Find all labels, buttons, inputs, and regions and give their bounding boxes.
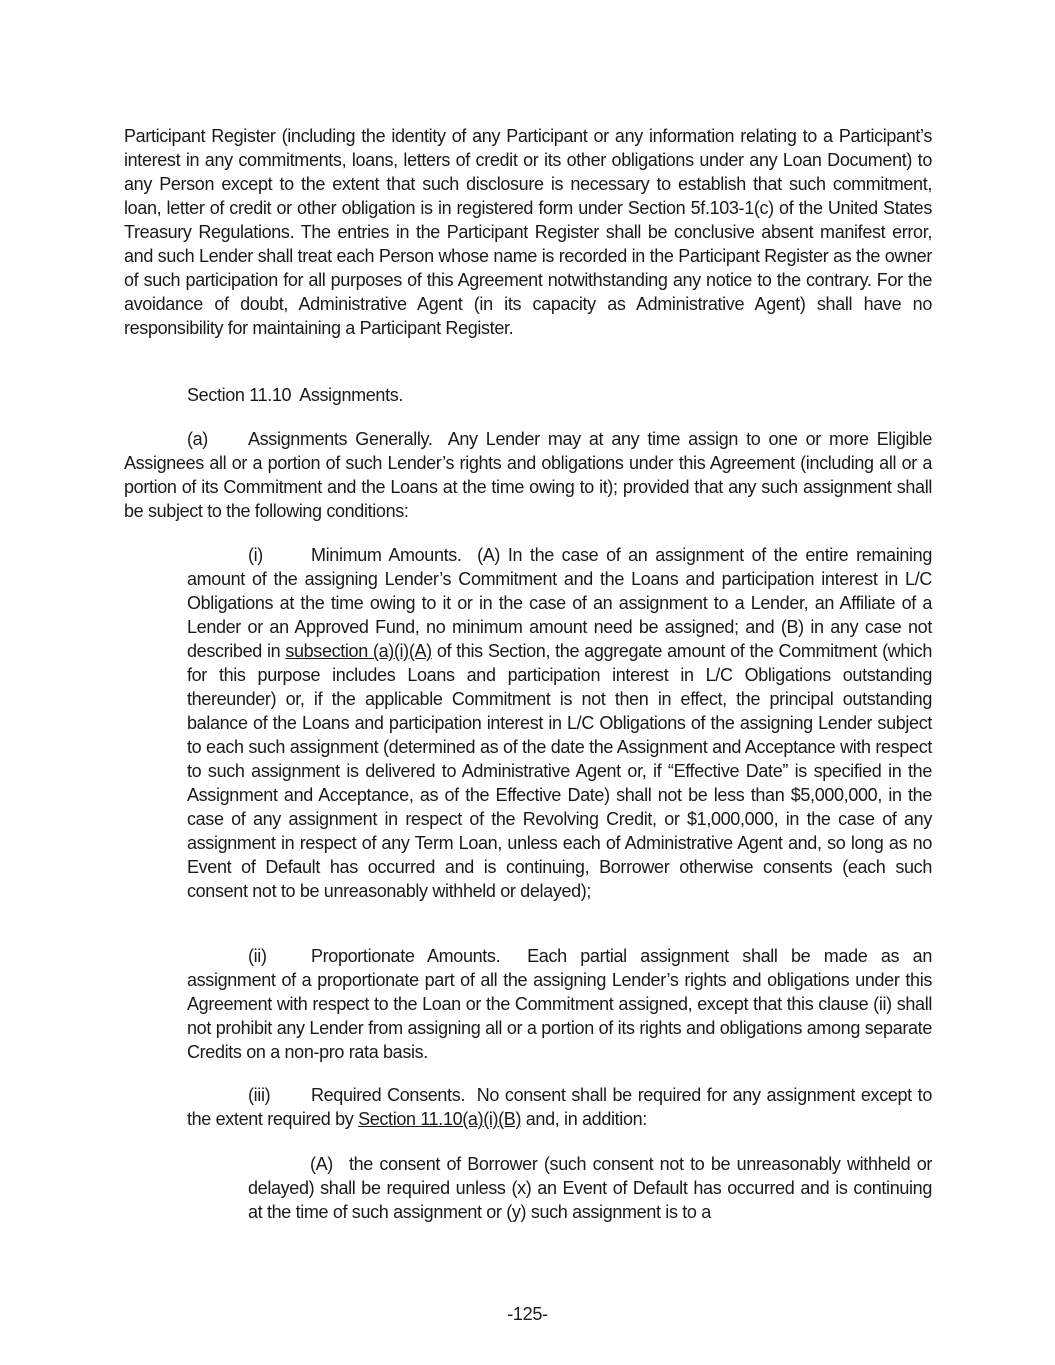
clause-iii-text-after: and, in addition: (525, 1109, 647, 1129)
clause-A (248, 1152, 932, 1224)
clause-iii-label: (iii) (248, 1085, 271, 1105)
clause-ii (187, 944, 932, 1064)
section-number: Section 11.10 (187, 385, 292, 405)
clause-iii-heading: Required Consents. (311, 1085, 466, 1105)
clause-ii-text: Each partial assignment shall be made as an assignment of a proportionate part of all the assigning Lender’s rights and obligations under this Agreement with respect to the Loan or the Commitment assigned, except that this clause (ii) shall not prohibit any Lender from assigning all or a portion of its rights and obligations among separate Credits on a non-pro rata basis. (187, 946, 932, 1062)
page-number: -125- (507, 1304, 548, 1324)
clause-i-text-before: (A) In the case of an assignment of the entire remaining amount of the assigning Lender’s Commitment and the Loans and participation interest in L/C Obligations at the time owing to it or in the case of an assignment to a Lender, an Affiliate of a Lender or an Approved Fund, no minimum amount need be assigned; and (B) in any case not described in (187, 545, 932, 661)
clause-a-text: Any Lender may at any time assign to one or more Eligible Assignees all or a portion of such Lender’s rights and obligations under this Agreement (including all or a portion of its Commitment and the Loans at the time owing to it); provided that any such assignment shall be subject to the following conditions: (124, 429, 932, 521)
clause-ii-heading: Proportionate Amounts. (311, 946, 501, 966)
continued-paragraph: Participant Register (including the identity of any Participant or any information relating to a Participant’s interest in any commitments, loans, letters of credit or its other obligations under any Loan Document) to any Person except to the extent that such disclosure is necessary to establish that such commitment, loan, letter of credit or other obligation is in registered form under Section 5f.103-1(c) of the United States Treasury Regulations. The entries in the Participant Register shall be conclusive absent manifest error, and such Lender shall treat each Person whose name is recorded in the Participant Register as the owner of such participation for all purposes of this Agreement notwithstanding any notice to the contrary. For the avoidance of doubt, Administrative Agent (in its capacity as Administrative Agent) shall have no responsibility for maintaining a Participant Register. (124, 126, 932, 338)
section-heading (187, 383, 687, 407)
section-title: Assignments. (299, 385, 404, 405)
clause-iii (187, 1083, 932, 1131)
clause-ii-label: (ii) (248, 946, 267, 966)
clause-i (187, 543, 932, 903)
clause-i-text-after: of this Section, the aggregate amount of the Commitment (which for this purpose includes Loans and participation interest in L/C Obligations outstanding thereunder) or, if the applicable Commitment is not then in effect, the principal outstanding balance of the Loans and participation interest in L/C Obligations of the assigning Lender subject to each such assignment (determined as of the date the Assignment and Acceptance with respect to such assignment is delivered to Administrative Agent or, if “Effective Date” is specified in the Assignment and Acceptance, as of the Effective Date) shall not be less than $5,000,000, in the case of any assignment in respect of the Revolving Credit, or $1,000,000, in the case of any assignment in respect of any Term Loan, unless each of Administrative Agent and, so long as no Event of Default has occurred and is continuing, Borrower otherwise consents (each such consent not to be unreasonably withheld or delayed); (187, 641, 932, 901)
clause-A-label: (A) (310, 1154, 333, 1174)
clause-i-label: (i) (248, 545, 263, 565)
clause-i-heading: Minimum Amounts. (311, 545, 462, 565)
clause-iii-text-before: No consent shall be required for any assignment except to the extent required by (187, 1085, 932, 1129)
clause-a-heading: Assignments Generally. (248, 429, 433, 449)
clause-A-text: the consent of Borrower (such consent not to be unreasonably withheld or delayed) shall be required unless (x) an Event of Default has occurred and is continuing at the time of such assignment or (y) such assignment is to a (248, 1154, 932, 1222)
clause-i-cross-reference: subsection (a)(i)(A) (285, 641, 432, 661)
clause-iii-cross-reference: Section 11.10(a)(i)(B) (358, 1109, 522, 1129)
clause-a (124, 427, 932, 523)
clause-a-label: (a) (187, 429, 208, 449)
